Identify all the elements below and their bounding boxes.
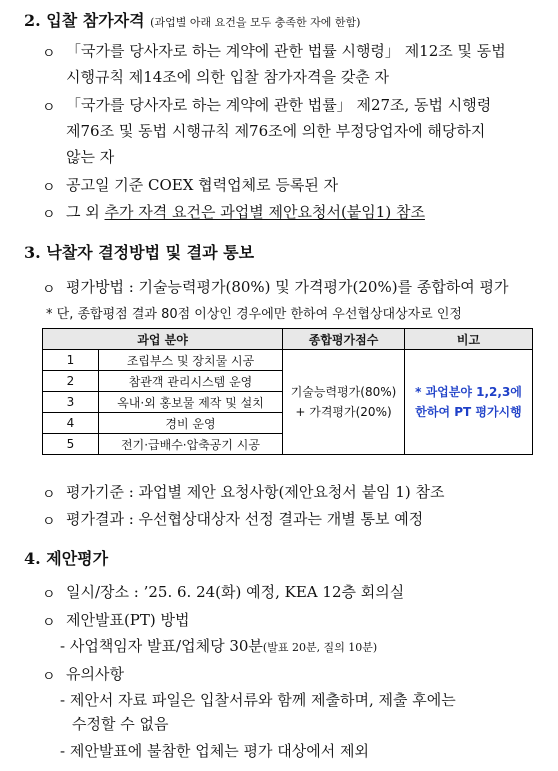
table-remark-cell: * 과업분야 1,2,3에 한하여 PT 평가시행 — [405, 350, 533, 455]
s4-caution-2: - 제안발표에 불참한 업체는 평가 대상에서 제외 — [60, 742, 369, 760]
bullet-icon: ㅇ — [42, 282, 56, 298]
bullet-icon: ㅇ — [42, 514, 56, 530]
s2-item-2-line-3: 않는 자 — [66, 148, 115, 166]
s2-item-1-line-2: 시행규칙 제14조에 의한 입찰 참가자격을 갖춘 자 — [66, 68, 390, 86]
table-row-task: 조립부스 및 장치물 시공 — [99, 350, 283, 371]
s2-item-4-underlined: 추가 자격 요건은 과업별 제안요청서(붙임1) 참조 — [104, 203, 425, 221]
table-row — [43, 350, 533, 371]
s4-caution: 유의사항 — [66, 665, 124, 683]
s2-item-4: 그 외 추가 자격 요건은 과업별 제안요청서(붙임1) 참조 — [66, 203, 425, 221]
table-header-remark: 비고 — [405, 329, 533, 350]
bullet-icon: ㅇ — [42, 487, 56, 503]
s3-result: 평가결과 : 우선협상대상자 선정 결과는 개별 통보 예정 — [66, 510, 424, 528]
table-row-number: 5 — [43, 434, 99, 455]
section-2-heading: 2. 입찰 참가자격 (과업별 아래 요건을 모두 충족한 자에 한함) — [24, 11, 361, 30]
table-score-cell: 기술능력평가(80%) + 가격평가(20%) — [283, 350, 405, 455]
bullet-icon: ㅇ — [42, 46, 56, 62]
s3-criteria: 평가기준 : 과업별 제안 요청사항(제안요청서 붙임 1) 참조 — [66, 483, 445, 501]
section-3-heading: 3. 낙찰자 결정방법 및 결과 통보 — [24, 243, 255, 262]
table-header-score: 종합평가점수 — [283, 329, 405, 350]
table-row-task: 옥내·외 홍보물 제작 및 설치 — [99, 392, 283, 413]
table-row-number: 2 — [43, 371, 99, 392]
evaluation-table — [42, 328, 533, 455]
s2-item-1-line-1: 「국가를 당사자로 하는 계약에 관한 법률 시행령」 제12조 및 동법 — [66, 42, 506, 60]
section-4-heading: 4. 제안평가 — [24, 549, 109, 568]
s4-caution-1-line-1: - 제안서 자료 파일은 입찰서류와 함께 제출하며, 제출 후에는 — [60, 691, 456, 709]
s2-item-2-line-2: 제76조 및 동법 시행규칙 제76조에 의한 부정당업자에 해당하지 — [66, 122, 486, 140]
table-row-number: 3 — [43, 392, 99, 413]
s4-pt-detail-small: (발표 20분, 질의 10분) — [262, 641, 378, 654]
bullet-icon: ㅇ — [42, 669, 56, 685]
bullet-icon: ㅇ — [42, 587, 56, 603]
table-row-task: 참관객 관리시스템 운영 — [99, 371, 283, 392]
table-header-task: 과업 분야 — [43, 329, 283, 350]
section-2-note: (과업별 아래 요건을 모두 충족한 자에 한함) — [150, 16, 361, 29]
s2-item-3: 공고일 기준 COEX 협력업체로 등록된 자 — [66, 176, 339, 194]
s4-pt: 제안발표(PT) 방법 — [66, 611, 190, 629]
bullet-icon: ㅇ — [42, 100, 56, 116]
table-header-row — [43, 329, 533, 350]
bullet-icon: ㅇ — [42, 180, 56, 196]
s3-note: * 단, 종합평점 결과 80점 이상인 경우에만 한하여 우선협상대상자로 인정 — [46, 307, 462, 322]
s4-pt-detail: - 사업책임자 발표/업체당 30분(발표 20분, 질의 10분) — [60, 637, 378, 655]
bullet-icon: ㅇ — [42, 207, 56, 223]
s2-item-2-line-1: 「국가를 당사자로 하는 계약에 관한 법률」 제27조, 동법 시행령 — [66, 96, 492, 114]
table-row-number: 4 — [43, 413, 99, 434]
bullet-icon: ㅇ — [42, 615, 56, 631]
table-row-task: 전기·급배수·압축공기 시공 — [99, 434, 283, 455]
s3-method: 평가방법 : 기술능력평가(80%) 및 가격평가(20%)를 종합하여 평가 — [66, 278, 509, 296]
s4-schedule: 일시/장소 : ’25. 6. 24(화) 예정, KEA 12층 회의실 — [66, 583, 405, 601]
table-row-number: 1 — [43, 350, 99, 371]
table-row-task: 경비 운영 — [99, 413, 283, 434]
s4-caution-1-line-2: 수정할 수 없음 — [72, 715, 169, 733]
